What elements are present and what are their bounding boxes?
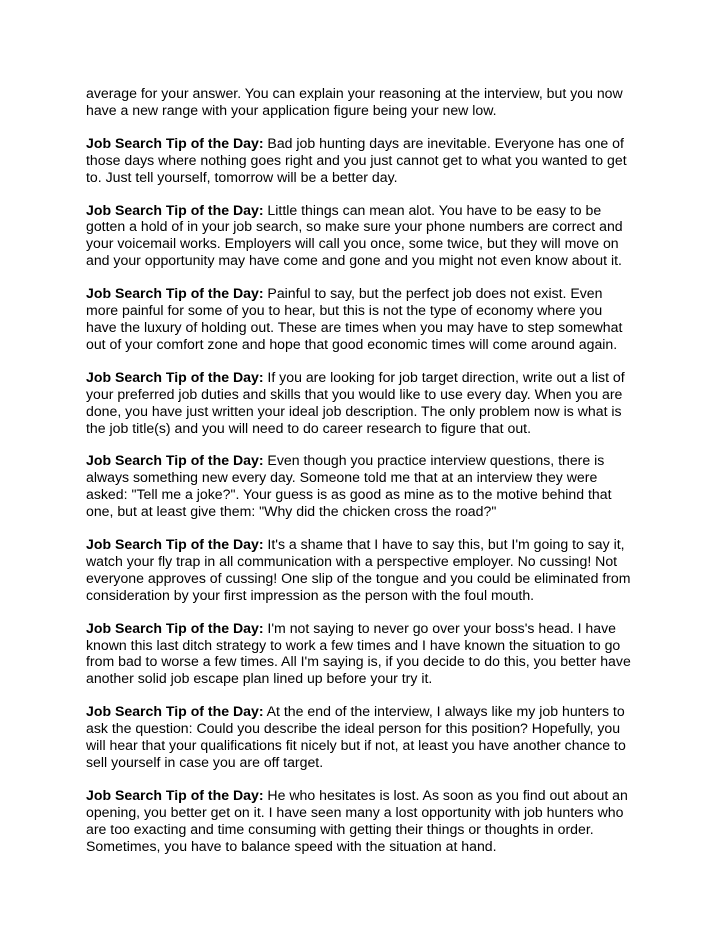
tip-text: At the end of the interview, I always like my job hunters to [263, 703, 625, 720]
text-line: to. Just tell yourself, tomorrow will be a better day. [86, 168, 398, 185]
text-line: always something new every day. Someone told me that at an interview they were [86, 469, 598, 486]
text-line [86, 452, 642, 469]
text-line [86, 135, 642, 152]
tip-text: I'm not saying to never go over your boss's head. I have [263, 619, 616, 636]
text-line: another solid job escape plan lined up before your try it. [86, 670, 433, 687]
tip-text: Little things can mean alot. You have to be easy to be [263, 201, 602, 218]
text-line: known this last ditch strategy to work a few times and I have known the situation to go [86, 636, 621, 653]
text-line: will hear that your qualifications fit nicely but if not, at least you have another chance to [86, 737, 626, 754]
text-line: Sometimes, you have to balance speed with the situation at hand. [86, 837, 497, 854]
tip-text: Painful to say, but the perfect job does not exist. Even [263, 285, 603, 302]
text-line [86, 536, 642, 553]
text-line: consideration by your first impression as the person with the foul mouth. [86, 586, 535, 603]
text-line [86, 703, 642, 720]
tip-label: Job Search Tip of the Day: [86, 368, 264, 385]
text-line: everyone approves of cussing! One slip of the tongue and you could be eliminated from [86, 569, 631, 586]
text-line: are too exacting and time consuming with getting their things or thoughts in order. [86, 820, 594, 837]
text-line: watch your fly trap in all communication with a perspective employer. No cussing! Not [86, 552, 618, 569]
tip-label: Job Search Tip of the Day: [86, 703, 264, 720]
text-line: more painful for some of you to hear, but this is not the type of economy where you [86, 302, 603, 319]
text-line: one, but at least give them: "Why did the chicken cross the road?" [86, 503, 497, 520]
tip-text: He who hesitates is lost. As soon as you find out about an [263, 786, 628, 803]
tip-paragraph-3 [86, 285, 642, 353]
tip-label: Job Search Tip of the Day: [86, 536, 264, 553]
text-line: have the luxury of holding out. These are times when you may have to step somewhat [86, 318, 623, 335]
tip-label: Job Search Tip of the Day: [86, 285, 264, 302]
text-line: opening, you better get on it. I have seen many a lost opportunity with job hunters who [86, 803, 624, 820]
tip-paragraph-4 [86, 369, 642, 437]
tip-paragraph-8 [86, 703, 642, 771]
tip-text: If you are looking for job target direction, write out a list of [263, 368, 625, 385]
text-line: and your opportunity may have come and gone and you might not even know about it. [86, 252, 622, 269]
text-line [86, 202, 642, 219]
text-line: from bad to worse a few times. All I'm saying is, if you decide to do this, you better have [86, 653, 631, 670]
text-line: done, you have just written your ideal job description. The only problem now is what is [86, 402, 622, 419]
tip-text: It's a shame that I have to say this, but I'm going to say it, [263, 536, 625, 553]
tip-label: Job Search Tip of the Day: [86, 452, 264, 469]
tip-paragraph-7 [86, 620, 642, 688]
text-line: average for your answer. You can explain your reasoning at the interview, but you now [86, 85, 623, 101]
text-line: have a new range with your application figure being your new low. [86, 101, 497, 118]
tip-paragraph-2 [86, 202, 642, 270]
text-line [86, 787, 642, 804]
text-line [86, 369, 642, 386]
text-line: asked: "Tell me a joke?". Your guess is as good as mine as to the motive behind that [86, 486, 612, 503]
tip-paragraph-9 [86, 787, 642, 855]
tip-paragraph-6 [86, 536, 642, 604]
text-line [86, 620, 642, 637]
text-line: sell yourself in case you are off target. [86, 754, 324, 770]
tip-label: Job Search Tip of the Day: [86, 201, 264, 218]
tip-label: Job Search Tip of the Day: [86, 619, 264, 636]
tip-label: Job Search Tip of the Day: [86, 134, 264, 151]
tip-label: Job Search Tip of the Day: [86, 786, 264, 803]
text-line: out of your comfort zone and hope that good economic times will come around again. [86, 335, 618, 352]
document-page [86, 85, 642, 871]
intro-paragraph [86, 85, 642, 119]
tip-text: Even though you practice interview questions, there is [263, 452, 605, 469]
text-line [86, 285, 642, 302]
text-line: gotten a hold of in your job search, so make sure your phone numbers are correct and [86, 218, 623, 235]
tip-text: Bad job hunting days are inevitable. Everyone has one of [263, 134, 624, 151]
text-line: your preferred job duties and skills that you would like to use every day. When you are [86, 385, 623, 402]
text-line: the job title(s) and you will need to do career research to figure that out. [86, 419, 531, 436]
text-line: your voicemail works. Employers will call you once, some twice, but they will move on [86, 235, 619, 252]
tip-paragraph-5 [86, 452, 642, 520]
text-line: ask the question: Could you describe the ideal person for this position? Hopefully, you [86, 720, 621, 737]
tip-paragraph-1 [86, 135, 642, 186]
text-line: those days where nothing goes right and you just cannot get to what you wanted to get [86, 151, 627, 168]
